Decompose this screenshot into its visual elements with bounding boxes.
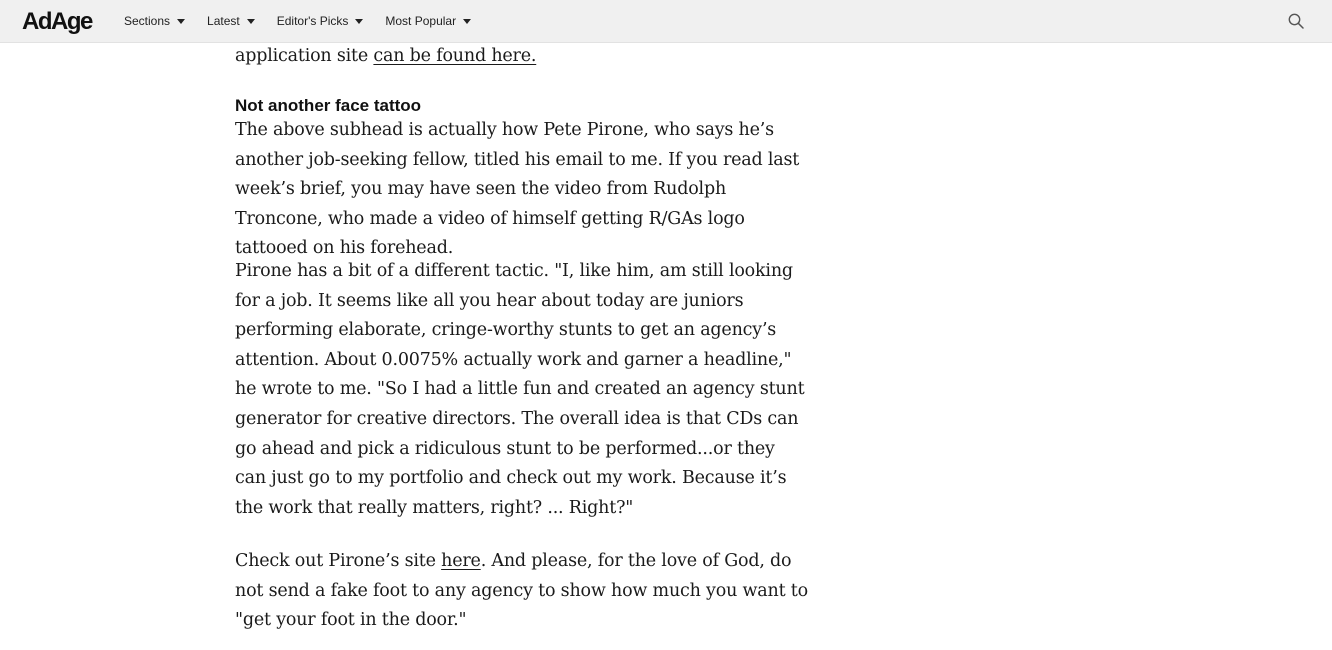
intro-paragraph <box>235 42 810 72</box>
nav-editors-picks-label: Editor's Picks <box>276 14 349 28</box>
caret-down-icon <box>247 19 255 24</box>
caret-down-icon <box>177 19 185 24</box>
paragraph-2: Pirone has a bit of a different tactic. "I, like him, am still looking for a job. It seems like all you hear about today are juniors performing elaborate, cringe-worthy stunts to get an agency’s attention. About 0.0075% actually work and garner a headline," he wrote to me. "So I had a little fun and created an agency stunt generator for creative directors. The overall idea is that CDs can go ahead and pick a ridiculous stunt to be performed...or they can just go to my portfolio and check out my work. Because it’s the work that really matters, right? ... Right?" <box>235 261 805 518</box>
main-nav <box>124 0 493 42</box>
adage-logo[interactable]: AdAge <box>22 8 92 35</box>
intro-text: application site <box>235 46 374 66</box>
nav-latest-label: Latest <box>207 14 240 28</box>
article-subhead: Not another face tattoo <box>235 96 422 115</box>
nav-sections-label: Sections <box>124 14 171 28</box>
caret-down-icon <box>463 19 471 24</box>
search-icon[interactable] <box>1288 13 1304 29</box>
nav-most-popular[interactable] <box>385 14 471 28</box>
nav-most-popular-label: Most Popular <box>385 14 457 28</box>
paragraph-3 <box>235 547 810 636</box>
nav-editors-picks[interactable] <box>277 14 364 28</box>
paragraph-3-text-end: . And please, for the love of God, do not send a fake foot to any agency to show how much you want to "get your foot in the door." <box>235 551 808 631</box>
paragraph-3-text-start: Check out Pirone’s site <box>235 551 442 571</box>
pirone-site-link[interactable]: here <box>441 551 481 571</box>
nav-sections[interactable] <box>124 14 185 28</box>
caret-down-icon <box>355 19 363 24</box>
nav-latest[interactable] <box>207 14 255 28</box>
top-nav-bar <box>0 0 1332 43</box>
application-site-link[interactable]: can be found here. <box>373 46 537 66</box>
paragraph-1: The above subhead is actually how Pete Pirone, who says he’s another job-seeking fellow, titled his email to me. If you read last week’s brief, you may have seen the video from Rudolph Troncone, who made a video of himself getting R/GAs logo tattooed on his forehead. <box>235 120 800 259</box>
